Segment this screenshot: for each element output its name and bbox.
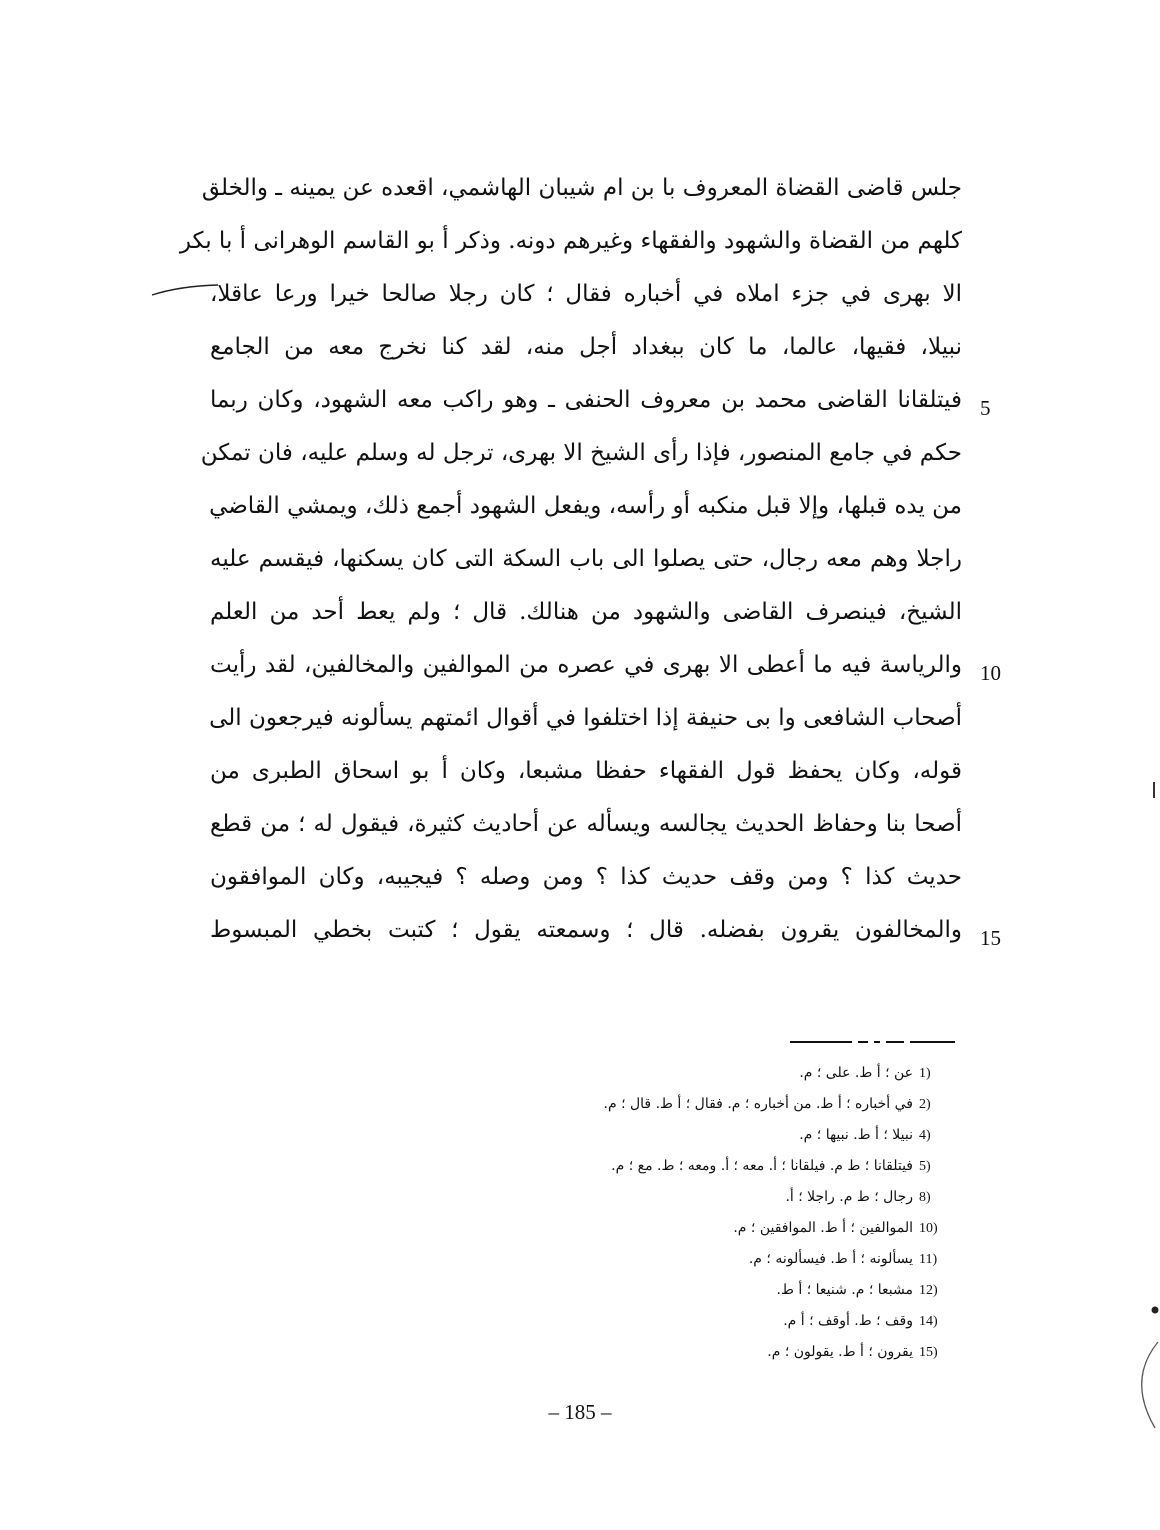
text-line: [210, 851, 962, 904]
footnote-text: رجال ؛ ط م. راجلا ؛ أ.: [785, 1189, 913, 1205]
footnote-item: [420, 1275, 955, 1306]
text-line: [210, 586, 962, 639]
footnote-number: 10): [919, 1221, 938, 1236]
line-text: أصحا بنا وحفاظ الحديث يجالسه ويسأله عن أحاديث كثيرة، فيقول له ؛ من قطع: [210, 811, 962, 837]
footnote-number: 5): [919, 1159, 931, 1174]
footnote-item: [420, 1182, 955, 1213]
footnote-item: [420, 1213, 955, 1244]
footnote-number: 15): [919, 1345, 938, 1360]
line-number: 5: [980, 396, 991, 420]
text-line: [210, 639, 1001, 692]
footnote-number: 1): [919, 1066, 931, 1081]
line-text: كلهم من القضاة والشهود والفقهاء وغيرهم دونه. وذكر أ بو القاسم الوهرانى أ با بكر: [179, 228, 962, 254]
line-text: جلس قاضى القضاة المعروف با بن ام شيبان الهاشمي، اقعده عن يمينه ـ والخلق: [201, 175, 962, 201]
footnote-item: [420, 1058, 955, 1089]
footnote-item: [420, 1151, 955, 1182]
line-text: حديث كذا ؟ ومن وقف حديث كذا ؟ ومن وصله ؟ فيجيبه، وكان الموافقون: [210, 864, 962, 890]
footnotes: [420, 1058, 955, 1368]
line-number: 10: [980, 661, 1001, 685]
scan-artifact: [1150, 1300, 1160, 1320]
footnote-text: عن ؛ أ ط. على ؛ م.: [799, 1065, 913, 1081]
footnote-number: 11): [919, 1252, 938, 1267]
page-number: – 185 –: [548, 1400, 612, 1424]
text-line: [210, 533, 962, 586]
line-number: 15: [980, 926, 1001, 950]
line-text: الشيخ، فينصرف القاضى والشهود من هنالك. قال ؛ ولم يعط أحد من العلم: [210, 599, 962, 625]
footnote-number: 14): [919, 1314, 938, 1329]
line-text: من يده قبلها، وإلا قبل منكبه أو رأسه، ويفعل الشهود أجمع ذلك، ويمشي القاضي: [209, 493, 962, 519]
scan-artifact: [1150, 780, 1158, 800]
text-line: [210, 692, 962, 745]
footnote-text: في أخباره ؛ أ ط. من أخباره ؛ م. فقال ؛ أ ط. قال ؛ م.: [603, 1096, 913, 1112]
footnote-item: [420, 1306, 955, 1337]
text-line: [210, 904, 1001, 957]
text-line: [179, 215, 962, 268]
text-line: [201, 162, 962, 215]
text-line: [210, 745, 962, 798]
footnote-number: 2): [919, 1097, 931, 1112]
line-text: حكم في جامع المنصور، فإذا رأى الشيخ الا بهرى، ترجل له وسلم عليه، فان تمكن: [200, 440, 962, 466]
line-text: راجلا وهم معه رجال، حتى يصلوا الى باب السكة التى كان يسكنها، فيقسم عليه: [210, 546, 962, 572]
scan-artifact: [1125, 1340, 1160, 1430]
footnote-number: 4): [919, 1128, 931, 1143]
line-text: الا بهرى في جزء املاه في أخباره فقال ؛ كان رجلا صالحا خيرا ورعا عاقلا،: [210, 281, 962, 307]
footnote-text: الموالفين ؛ أ ط. الموافقين ؛ م.: [733, 1220, 913, 1236]
text-line: [210, 321, 962, 374]
footnote-item: [420, 1120, 955, 1151]
footnote-text: يقرون ؛ أ ط. يقولون ؛ م.: [767, 1344, 913, 1360]
line-text: فيتلقانا القاضى محمد بن معروف الحنفى ـ وهو راكب معه الشهود، وكان ربما: [210, 387, 962, 413]
line-text: أصحاب الشافعى وا بى حنيفة إذا اختلفوا في أقوال ائمتهم يسألونه فيرجعون الى: [209, 705, 962, 731]
text-line: [210, 798, 962, 851]
text-line: [210, 268, 962, 321]
footnote-item: [420, 1089, 955, 1120]
footnote-text: يسألونه ؛ أ ط. فيسألونه ؛ م.: [748, 1251, 913, 1267]
text-line: [210, 374, 991, 427]
body-text: [179, 162, 1001, 957]
footnote-number: 8): [919, 1190, 931, 1205]
footnote-item: [420, 1337, 955, 1368]
footnote-text: مشبعا ؛ م. شنيعا ؛ أ ط.: [776, 1282, 913, 1298]
footnote-divider: [790, 1040, 955, 1044]
line-text: والمخالفون يقرون بفضله. قال ؛ وسمعته يقول ؛ كتبت بخطي المبسوط: [210, 917, 962, 943]
text-line: [200, 427, 962, 480]
margin-pen-stroke: [150, 282, 220, 298]
line-text: نبيلا، فقيها، عالما، ما كان ببغداد أجل منه، لقد كنا نخرج معه من الجامع: [210, 334, 962, 360]
footnote-text: نبيلا ؛ أ ط. نبيها ؛ م.: [799, 1127, 913, 1143]
line-text: والرياسة فيه ما أعطى الا بهرى في عصره من الموالفين والمخالفين، لقد رأيت: [210, 652, 962, 678]
footnote-number: 12): [919, 1283, 938, 1298]
footnote-item: [420, 1244, 955, 1275]
footnote-text: فيتلقانا ؛ ط م. فيلقانا ؛ أ. معه ؛ أ. ومعه ؛ ط. مع ؛ م.: [611, 1158, 913, 1174]
footnote-text: وقف ؛ ط. أوقف ؛ أ م.: [783, 1313, 913, 1329]
line-text: قوله، وكان يحفظ قول الفقهاء حفظا مشبعا، وكان أ بو اسحاق الطبرى من: [210, 758, 962, 784]
text-line: [210, 480, 962, 533]
